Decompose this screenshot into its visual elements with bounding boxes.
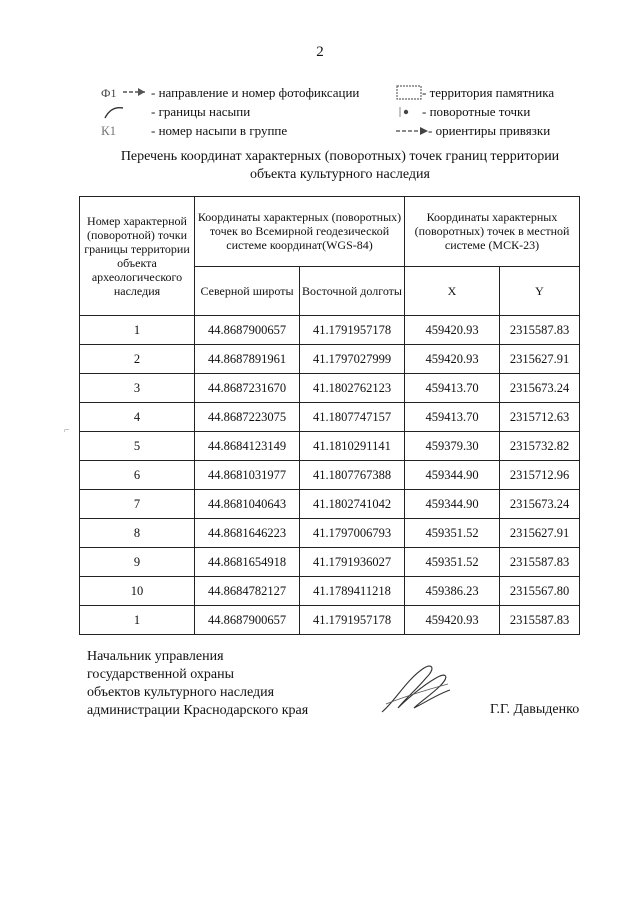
cell-x: 459351.52 (405, 519, 500, 548)
cell-longitude: 41.1797006793 (300, 519, 405, 548)
cell-x: 459413.70 (405, 403, 500, 432)
cell-longitude: 41.1789411218 (300, 577, 405, 606)
coordinates-table-body (80, 316, 580, 635)
cell-y: 2315567.80 (500, 577, 580, 606)
header-latitude: Северной широты (195, 266, 300, 315)
signer-name: Г.Г. Давыденко (490, 702, 580, 717)
cell-x: 459344.90 (405, 490, 500, 519)
cell-latitude: 44.8681654918 (195, 548, 300, 577)
margin-mark: ⌐ (64, 425, 70, 436)
mound-number-symbol: К1 (101, 123, 117, 138)
page-number: 2 (316, 44, 324, 60)
cell-latitude: 44.8687900657 (195, 316, 300, 345)
cell-y: 2315587.83 (500, 548, 580, 577)
legend-mound-number-label: - номер насыпи в группе (151, 123, 288, 138)
cell-latitude: 44.8687223075 (195, 403, 300, 432)
cell-longitude: 41.1807767388 (300, 461, 405, 490)
cell-x: 459379.30 (405, 432, 500, 461)
header-longitude: Восточной долготы (300, 266, 405, 315)
cell-latitude: 44.8681646223 (195, 519, 300, 548)
cell-y: 2315587.83 (500, 606, 580, 635)
cell-point-number: 6 (80, 461, 195, 490)
cell-point-number: 4 (80, 403, 195, 432)
cell-latitude: 44.8684782127 (195, 577, 300, 606)
table-row (80, 519, 580, 548)
document-heading (80, 148, 600, 184)
cell-longitude: 41.1797027999 (300, 345, 405, 374)
cell-y: 2315627.91 (500, 345, 580, 374)
cell-latitude: 44.8687231670 (195, 374, 300, 403)
legend-turning-points-label: - поворотные точки (422, 104, 531, 119)
cell-point-number: 1 (80, 316, 195, 345)
legend-monument-territory-label: - территория памятника (422, 85, 555, 100)
cell-y: 2315673.24 (500, 490, 580, 519)
table-row (80, 403, 580, 432)
cell-latitude: 44.8681040643 (195, 490, 300, 519)
cell-y: 2315587.83 (500, 316, 580, 345)
legend-reference-landmarks-label: - ориентиры привязки (428, 123, 551, 138)
cell-point-number: 10 (80, 577, 195, 606)
cell-longitude: 41.1802741042 (300, 490, 405, 519)
cell-point-number: 3 (80, 374, 195, 403)
legend-photo-direction-label: - направление и номер фотофиксации (151, 85, 360, 100)
coordinates-table (79, 196, 580, 635)
cell-y: 2315712.63 (500, 403, 580, 432)
photo-symbol-label: Ф1 (101, 86, 117, 99)
cell-x: 459413.70 (405, 374, 500, 403)
reference-arrow-icon (396, 123, 432, 143)
cell-longitude: 41.1791957178 (300, 316, 405, 345)
cell-point-number: 7 (80, 490, 195, 519)
signature-block (87, 648, 308, 720)
handwritten-signature (376, 660, 456, 725)
cell-latitude: 44.8684123149 (195, 432, 300, 461)
table-row (80, 432, 580, 461)
cell-y: 2315673.24 (500, 374, 580, 403)
table-row (80, 316, 580, 345)
cell-longitude: 41.1810291141 (300, 432, 405, 461)
cell-y: 2315732.82 (500, 432, 580, 461)
cell-longitude: 41.1791957178 (300, 606, 405, 635)
table-row (80, 548, 580, 577)
header-x: X (405, 266, 500, 315)
header-msk23-group: Координаты характерных (поворотных) точек в местной системе (МСК-23) (405, 197, 580, 267)
signature-line-3: объектов культурного наследия (87, 685, 275, 700)
signature-line-2: государственной охраны (87, 667, 235, 682)
heading-line-1: Перечень координат характерных (поворотных) точек границ территории (120, 149, 560, 164)
table-row (80, 577, 580, 606)
cell-point-number: 2 (80, 345, 195, 374)
cell-x: 459351.52 (405, 548, 500, 577)
cell-x: 459420.93 (405, 345, 500, 374)
cell-point-number: 5 (80, 432, 195, 461)
cell-point-number: 8 (80, 519, 195, 548)
cell-longitude: 41.1791936027 (300, 548, 405, 577)
territory-box-icon (396, 85, 424, 105)
cell-x: 459420.93 (405, 316, 500, 345)
heading-line-2: объекта культурного наследия (250, 167, 430, 182)
signature-line-4: администрации Краснодарского края (87, 703, 309, 718)
cell-x: 459420.93 (405, 606, 500, 635)
cell-y: 2315712.96 (500, 461, 580, 490)
table-row (80, 461, 580, 490)
signature-line-1: Начальник управления (87, 649, 224, 664)
cell-longitude: 41.1802762123 (300, 374, 405, 403)
cell-longitude: 41.1807747157 (300, 403, 405, 432)
cell-x: 459386.23 (405, 577, 500, 606)
header-wgs84-group: Координаты характерных (поворотных) точек во Всемирной геодезической системе координат(WGS-84) (195, 197, 405, 267)
photo-direction-icon (101, 85, 147, 103)
table-row (80, 374, 580, 403)
header-point-number: Номер характерной (поворотной) точки границы территории объекта археологического наследия (80, 197, 195, 316)
cell-x: 459344.90 (405, 461, 500, 490)
cell-latitude: 44.8681031977 (195, 461, 300, 490)
cell-y: 2315627.91 (500, 519, 580, 548)
cell-point-number: 9 (80, 548, 195, 577)
turning-point-icon (396, 104, 424, 124)
legend-mound-borders-label: - границы насыпи (151, 104, 251, 119)
cell-latitude: 44.8687900657 (195, 606, 300, 635)
table-row (80, 345, 580, 374)
cell-latitude: 44.8687891961 (195, 345, 300, 374)
cell-point-number: 1 (80, 606, 195, 635)
header-y: Y (500, 266, 580, 315)
table-row (80, 606, 580, 635)
table-row (80, 490, 580, 519)
